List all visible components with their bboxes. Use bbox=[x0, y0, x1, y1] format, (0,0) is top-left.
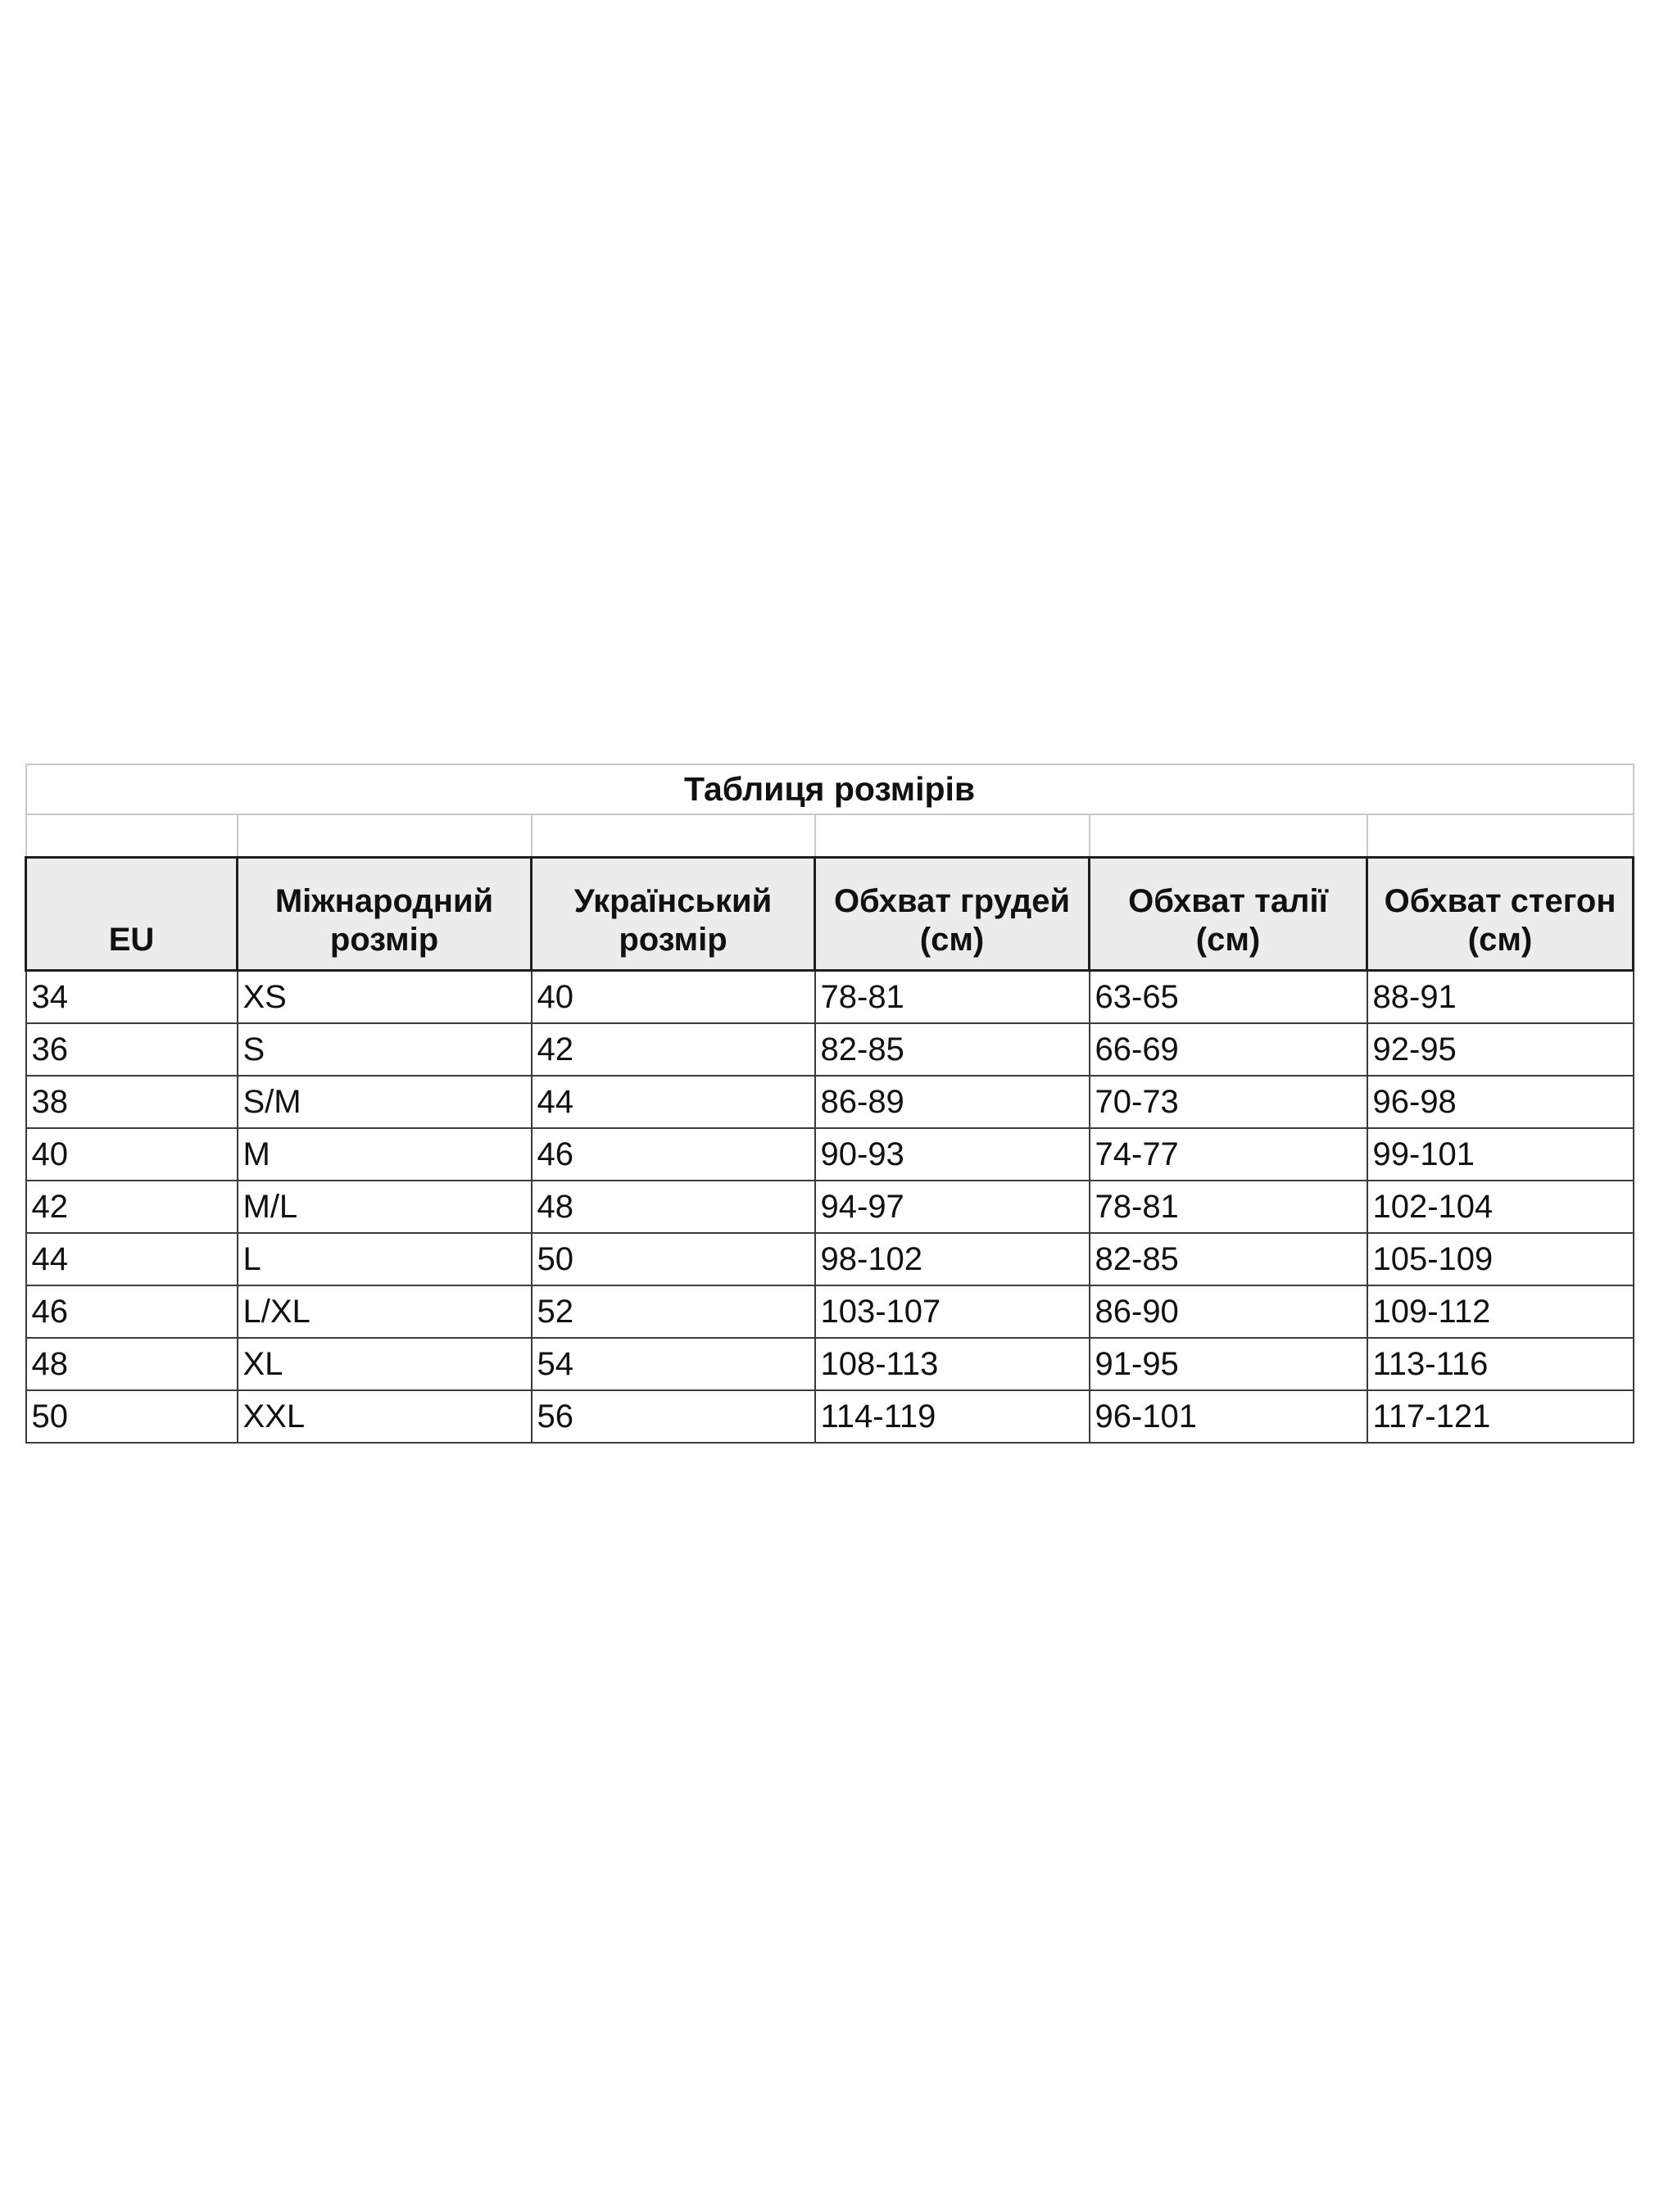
table-cell: L bbox=[238, 1233, 532, 1285]
column-header-ukrainian-size: Український розмір bbox=[532, 858, 815, 971]
title-row bbox=[26, 764, 1634, 814]
table-cell: 91-95 bbox=[1090, 1338, 1367, 1390]
table-cell: 42 bbox=[532, 1023, 815, 1076]
table-cell: 54 bbox=[532, 1338, 815, 1390]
table-cell: 94-97 bbox=[815, 1181, 1090, 1233]
table-row bbox=[26, 1076, 1634, 1128]
table-cell: XL bbox=[238, 1338, 532, 1390]
table-cell: 44 bbox=[26, 1233, 238, 1285]
table-cell: 96-98 bbox=[1367, 1076, 1634, 1128]
table-cell: 66-69 bbox=[1090, 1023, 1367, 1076]
table-row bbox=[26, 1338, 1634, 1390]
table-cell: 42 bbox=[26, 1181, 238, 1233]
table-cell: 92-95 bbox=[1367, 1023, 1634, 1076]
table-cell: 90-93 bbox=[815, 1128, 1090, 1181]
table-cell: 113-116 bbox=[1367, 1338, 1634, 1390]
table-cell: M bbox=[238, 1128, 532, 1181]
column-header-chest: Обхват грудей (см) bbox=[815, 858, 1090, 971]
column-header-waist: Обхват талії (см) bbox=[1090, 858, 1367, 971]
column-header-eu: EU bbox=[26, 858, 238, 971]
table-row bbox=[26, 1233, 1634, 1285]
table-cell: 117-121 bbox=[1367, 1390, 1634, 1443]
table-cell: 48 bbox=[26, 1338, 238, 1390]
size-table bbox=[25, 764, 1634, 1444]
column-header-hips: Обхват стегон (см) bbox=[1367, 858, 1634, 971]
header-row bbox=[26, 858, 1634, 971]
spacer-cell bbox=[26, 814, 238, 858]
spacer-cell bbox=[1090, 814, 1367, 858]
spacer-cell bbox=[815, 814, 1090, 858]
table-cell: 78-81 bbox=[1090, 1181, 1367, 1233]
table-cell: 82-85 bbox=[815, 1023, 1090, 1076]
table-cell: XS bbox=[238, 971, 532, 1024]
table-cell: 46 bbox=[532, 1128, 815, 1181]
table-cell: 50 bbox=[532, 1233, 815, 1285]
table-cell: L/XL bbox=[238, 1285, 532, 1338]
table-row bbox=[26, 1390, 1634, 1443]
table-cell: 40 bbox=[26, 1128, 238, 1181]
table-cell: XXL bbox=[238, 1390, 532, 1443]
table-cell: 52 bbox=[532, 1285, 815, 1338]
table-cell: 88-91 bbox=[1367, 971, 1634, 1024]
table-cell: 114-119 bbox=[815, 1390, 1090, 1443]
table-cell: 36 bbox=[26, 1023, 238, 1076]
table-cell: S bbox=[238, 1023, 532, 1076]
table-row bbox=[26, 971, 1634, 1024]
column-header-international-size: Міжнародний розмір bbox=[238, 858, 532, 971]
spacer-cell bbox=[238, 814, 532, 858]
table-cell: S/M bbox=[238, 1076, 532, 1128]
table-cell: M/L bbox=[238, 1181, 532, 1233]
table-row bbox=[26, 1181, 1634, 1233]
table-cell: 103-107 bbox=[815, 1285, 1090, 1338]
table-cell: 102-104 bbox=[1367, 1181, 1634, 1233]
table-cell: 74-77 bbox=[1090, 1128, 1367, 1181]
spacer-row bbox=[26, 814, 1634, 858]
table-cell: 40 bbox=[532, 971, 815, 1024]
table-cell: 34 bbox=[26, 971, 238, 1024]
table-cell: 82-85 bbox=[1090, 1233, 1367, 1285]
table-cell: 70-73 bbox=[1090, 1076, 1367, 1128]
table-cell: 48 bbox=[532, 1181, 815, 1233]
table-cell: 46 bbox=[26, 1285, 238, 1338]
table-cell: 38 bbox=[26, 1076, 238, 1128]
table-cell: 86-89 bbox=[815, 1076, 1090, 1128]
spacer-cell bbox=[532, 814, 815, 858]
table-row bbox=[26, 1128, 1634, 1181]
table-cell: 50 bbox=[26, 1390, 238, 1443]
table-cell: 98-102 bbox=[815, 1233, 1090, 1285]
table-row bbox=[26, 1023, 1634, 1076]
table-cell: 99-101 bbox=[1367, 1128, 1634, 1181]
table-cell: 78-81 bbox=[815, 971, 1090, 1024]
table-cell: 96-101 bbox=[1090, 1390, 1367, 1443]
table-cell: 86-90 bbox=[1090, 1285, 1367, 1338]
table-cell: 108-113 bbox=[815, 1338, 1090, 1390]
table-cell: 56 bbox=[532, 1390, 815, 1443]
spacer-cell bbox=[1367, 814, 1634, 858]
table-title: Таблиця розмірів bbox=[26, 764, 1634, 814]
table-cell: 105-109 bbox=[1367, 1233, 1634, 1285]
table-cell: 44 bbox=[532, 1076, 815, 1128]
table-cell: 109-112 bbox=[1367, 1285, 1634, 1338]
table-row bbox=[26, 1285, 1634, 1338]
table-cell: 63-65 bbox=[1090, 971, 1367, 1024]
